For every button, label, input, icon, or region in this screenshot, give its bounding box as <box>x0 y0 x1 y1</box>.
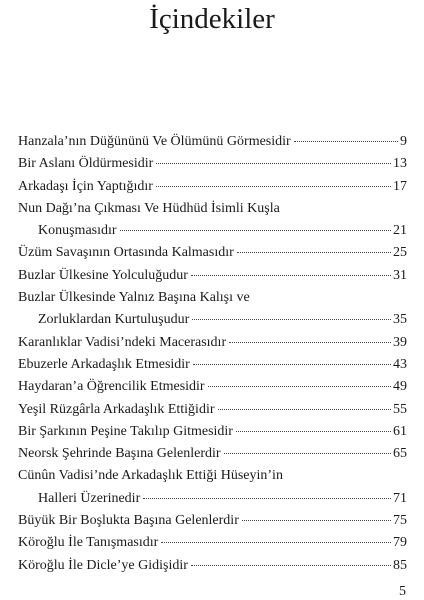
toc-entry <box>18 465 407 510</box>
toc-entry-title-line <box>18 265 407 287</box>
dot-leader <box>156 186 391 187</box>
toc-entry-title: Konuşmasıdır <box>38 223 117 239</box>
page-title: İçindekiler <box>149 3 275 35</box>
toc-entry-page-number: 39 <box>393 334 407 350</box>
dot-leader <box>236 431 391 432</box>
toc-entry-title-line <box>18 242 407 264</box>
toc-entry-title-line <box>18 354 407 376</box>
toc-entry-title-line <box>18 510 407 532</box>
toc-entry-title: Ebuzerle Arkadaşlık Etmesidir <box>18 356 190 372</box>
toc-entry-title: Zorluklardan Kurtuluşudur <box>38 312 190 328</box>
toc-entry-title: Arkadaşı İçin Yaptığıdır <box>18 178 153 194</box>
toc-entry-title: Büyük Bir Boşlukta Başına Gelenlerdir <box>18 513 239 529</box>
toc-entry-title: Cünûn Vadisi’nde Arkadaşlık Ettiği Hüseyin’in <box>18 468 283 484</box>
toc-entry-page-number: 85 <box>393 557 407 573</box>
toc-entry-title-line <box>18 421 407 443</box>
toc-entry-title: Buzlar Ülkesinde Yalnız Başına Kalışı ve <box>18 290 250 306</box>
table-of-contents <box>18 131 407 577</box>
toc-entry-page-number: 21 <box>393 223 407 239</box>
toc-entry <box>18 376 407 398</box>
toc-entry <box>18 532 407 554</box>
toc-entry-page-number: 17 <box>393 178 407 194</box>
dot-leader <box>218 409 392 410</box>
toc-entry <box>18 176 407 198</box>
toc-entry-title: Halleri Üzerinedir <box>38 490 141 506</box>
dot-leader <box>192 319 391 320</box>
toc-entry-continuation-line <box>18 220 407 242</box>
toc-entry <box>18 443 407 465</box>
toc-entry-page-number: 79 <box>393 535 407 551</box>
toc-entry-page-number: 55 <box>393 401 407 417</box>
toc-entry-title-line <box>18 443 407 465</box>
dot-leader <box>242 520 391 521</box>
toc-entry-title: Neorsk Şehrinde Başına Gelenlerdir <box>18 446 221 462</box>
toc-entry-page-number: 9 <box>400 134 407 149</box>
toc-entry-page-number: 75 <box>393 513 407 529</box>
toc-entry-title-line <box>18 532 407 554</box>
toc-entry <box>18 153 407 175</box>
toc-entry-title-line <box>18 153 407 175</box>
dot-leader <box>193 364 391 365</box>
dot-leader <box>229 342 391 343</box>
toc-entry-page-number: 65 <box>393 446 407 462</box>
dot-leader <box>191 565 391 566</box>
toc-entry <box>18 510 407 532</box>
toc-entry-title: Bir Aslanı Öldürmesidir <box>18 156 154 172</box>
toc-entry-title-line <box>18 198 407 220</box>
toc-entry <box>18 354 407 376</box>
toc-entry-page-number: 35 <box>393 312 407 328</box>
toc-entry-title-line <box>18 287 407 309</box>
toc-entry-page-number: 13 <box>393 156 407 172</box>
toc-entry <box>18 421 407 443</box>
toc-entry-title-line <box>18 376 407 398</box>
toc-entry-title-line <box>18 555 407 577</box>
toc-entry-title: Yeşil Rüzgârla Arkadaşlık Ettiğidir <box>18 401 215 417</box>
dot-leader <box>294 141 398 142</box>
toc-entry-title: Karanlıklar Vadisi’ndeki Macerasıdır <box>18 334 227 350</box>
toc-entry-page-number: 31 <box>393 267 407 283</box>
toc-entry-title: Nun Dağı’na Çıkması Ve Hüdhüd İsimli Kuşla <box>18 200 280 216</box>
toc-entry-page-number: 49 <box>393 379 407 395</box>
toc-entry-title-line <box>18 332 407 354</box>
toc-entry-title: Üzüm Savaşının Ortasında Kalmasıdır <box>18 245 234 261</box>
toc-entry-title-line <box>18 465 407 487</box>
toc-entry-page-number: 25 <box>393 245 407 261</box>
toc-entry-title: Hanzala’nın Düğününü Ve Ölümünü Görmesidir <box>18 134 291 149</box>
toc-entry <box>18 332 407 354</box>
toc-entry-title: Haydaran’a Öğrencilik Etmesidir <box>18 379 205 395</box>
toc-entry <box>18 265 407 287</box>
toc-entry-title: Buzlar Ülkesine Yolculuğudur <box>18 267 188 283</box>
dot-leader <box>156 163 391 164</box>
dot-leader <box>208 386 391 387</box>
toc-entry-continuation-line <box>18 309 407 331</box>
dot-leader <box>143 498 391 499</box>
toc-entry <box>18 198 407 243</box>
toc-entry <box>18 131 407 153</box>
toc-entry-title-line <box>18 399 407 421</box>
toc-entry-title: Bir Şarkının Peşine Takılıp Gitmesidir <box>18 423 233 439</box>
toc-entry-continuation-line <box>18 488 407 510</box>
toc-entry-page-number: 43 <box>393 356 407 372</box>
toc-entry-title-line <box>18 131 407 153</box>
toc-entry <box>18 287 407 332</box>
toc-entry <box>18 555 407 577</box>
toc-entry-title: Köroğlu İle Tanışmasıdır <box>18 535 159 551</box>
dot-leader <box>120 230 391 231</box>
page-number: 5 <box>399 584 406 599</box>
dot-leader <box>191 275 391 276</box>
dot-leader <box>161 542 391 543</box>
toc-entry <box>18 242 407 264</box>
toc-entry <box>18 399 407 421</box>
toc-entry-title: Köroğlu İle Dicle’ye Gidişidir <box>18 557 188 573</box>
dot-leader <box>237 252 391 253</box>
toc-entry-title-line <box>18 176 407 198</box>
toc-entry-page-number: 71 <box>393 490 407 506</box>
dot-leader <box>224 453 391 454</box>
toc-entry-page-number: 61 <box>393 423 407 439</box>
